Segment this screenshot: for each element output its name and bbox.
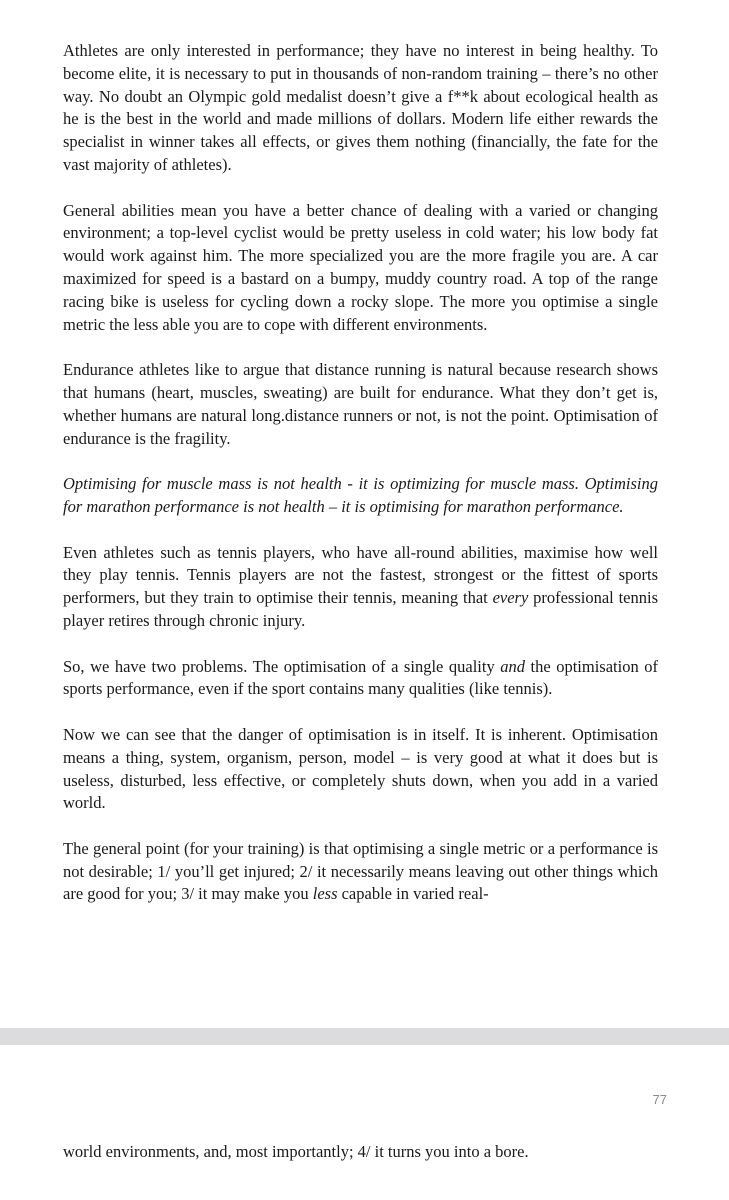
paragraph [63,656,658,702]
text-run: Now we can see that the danger of optimisation is in itself. It is inherent. Optimisation means a thing, system, organism, person, model – is very good at what it does but is useless, disturbed, less effective, or completely shuts down, when you add in a varied world. [63,724,658,813]
text-content [63,40,658,929]
text-run: professional tennis player retires through chronic injury. [63,588,659,630]
paragraph [63,40,658,177]
text-run: the optimisation of sports performance, even if the sport contains many qualities (like tennis). [63,656,658,699]
paragraph [63,542,658,633]
paragraph [63,359,658,450]
text-run: Endurance athletes like to argue that distance running is natural because research shows that humans (heart, muscles, sweating) are built for endurance. What they don’t get is, whether humans are natural long.distance runners or not, is not the point. Optimisation of endurance is the fragility. [63,360,658,448]
paragraph [63,838,658,906]
page-divider [0,1028,729,1045]
text-run: Even athletes such as tennis players, who have all-round abilities, maximise how well they play tennis. Tennis players are not the fastest, strongest or the fittest of sports performers, but they train to optimise their tennis, meaning that [63,542,658,608]
continuation-line: world environments, and, most importantly; 4/ it turns you into a bore. [63,1142,529,1161]
text-run: capable in varied real- [337,884,489,904]
text-run: The general point (for your training) is that optimising a single metric or a performance is not desirable; 1/ you’ll get injured; 2/ it necessarily means leaving out other things which are good for you; 3/ it may make you [63,838,658,904]
paragraph [63,200,658,337]
text-run: So, we have two problems. The optimisation of a single quality [63,656,501,676]
page-number: 77 [652,1092,667,1107]
text-run: General abilities mean you have a better chance of dealing with a varied or changing environment; a top-level cyclist would be pretty useless in cold water; his low body fat would work against him. The more specialized you are the more fragile you are. A car maximized for speed is a bastard on a bumpy, muddy country road. A top of the range racing bike is useless for cycling down a rocky slope. The more you optimise a single metric the less able you are to cope with different environments. [63,200,658,334]
italic-text: every [492,588,529,608]
italic-text: less [312,884,338,904]
paragraph [63,473,658,519]
italic-text: Optimising for muscle mass is not health - it is optimizing for muscle mass. Optimising for marathon performance is not health – it is optimising for marathon performance. [63,474,658,516]
italic-text: and [500,656,525,676]
text-run: Athletes are only interested in performance; they have no interest in being healthy. To become elite, it is necessary to put in thousands of non-random training – there’s no other way. No doubt an Olympic gold medalist doesn’t give a f**k about ecological health as he is the best in the world and made millions of dollars. Modern life either rewards the specialist in winner takes all effects, or gives them nothing (financially, the fate for the vast majority of athletes). [63,41,658,174]
paragraph [63,724,658,815]
